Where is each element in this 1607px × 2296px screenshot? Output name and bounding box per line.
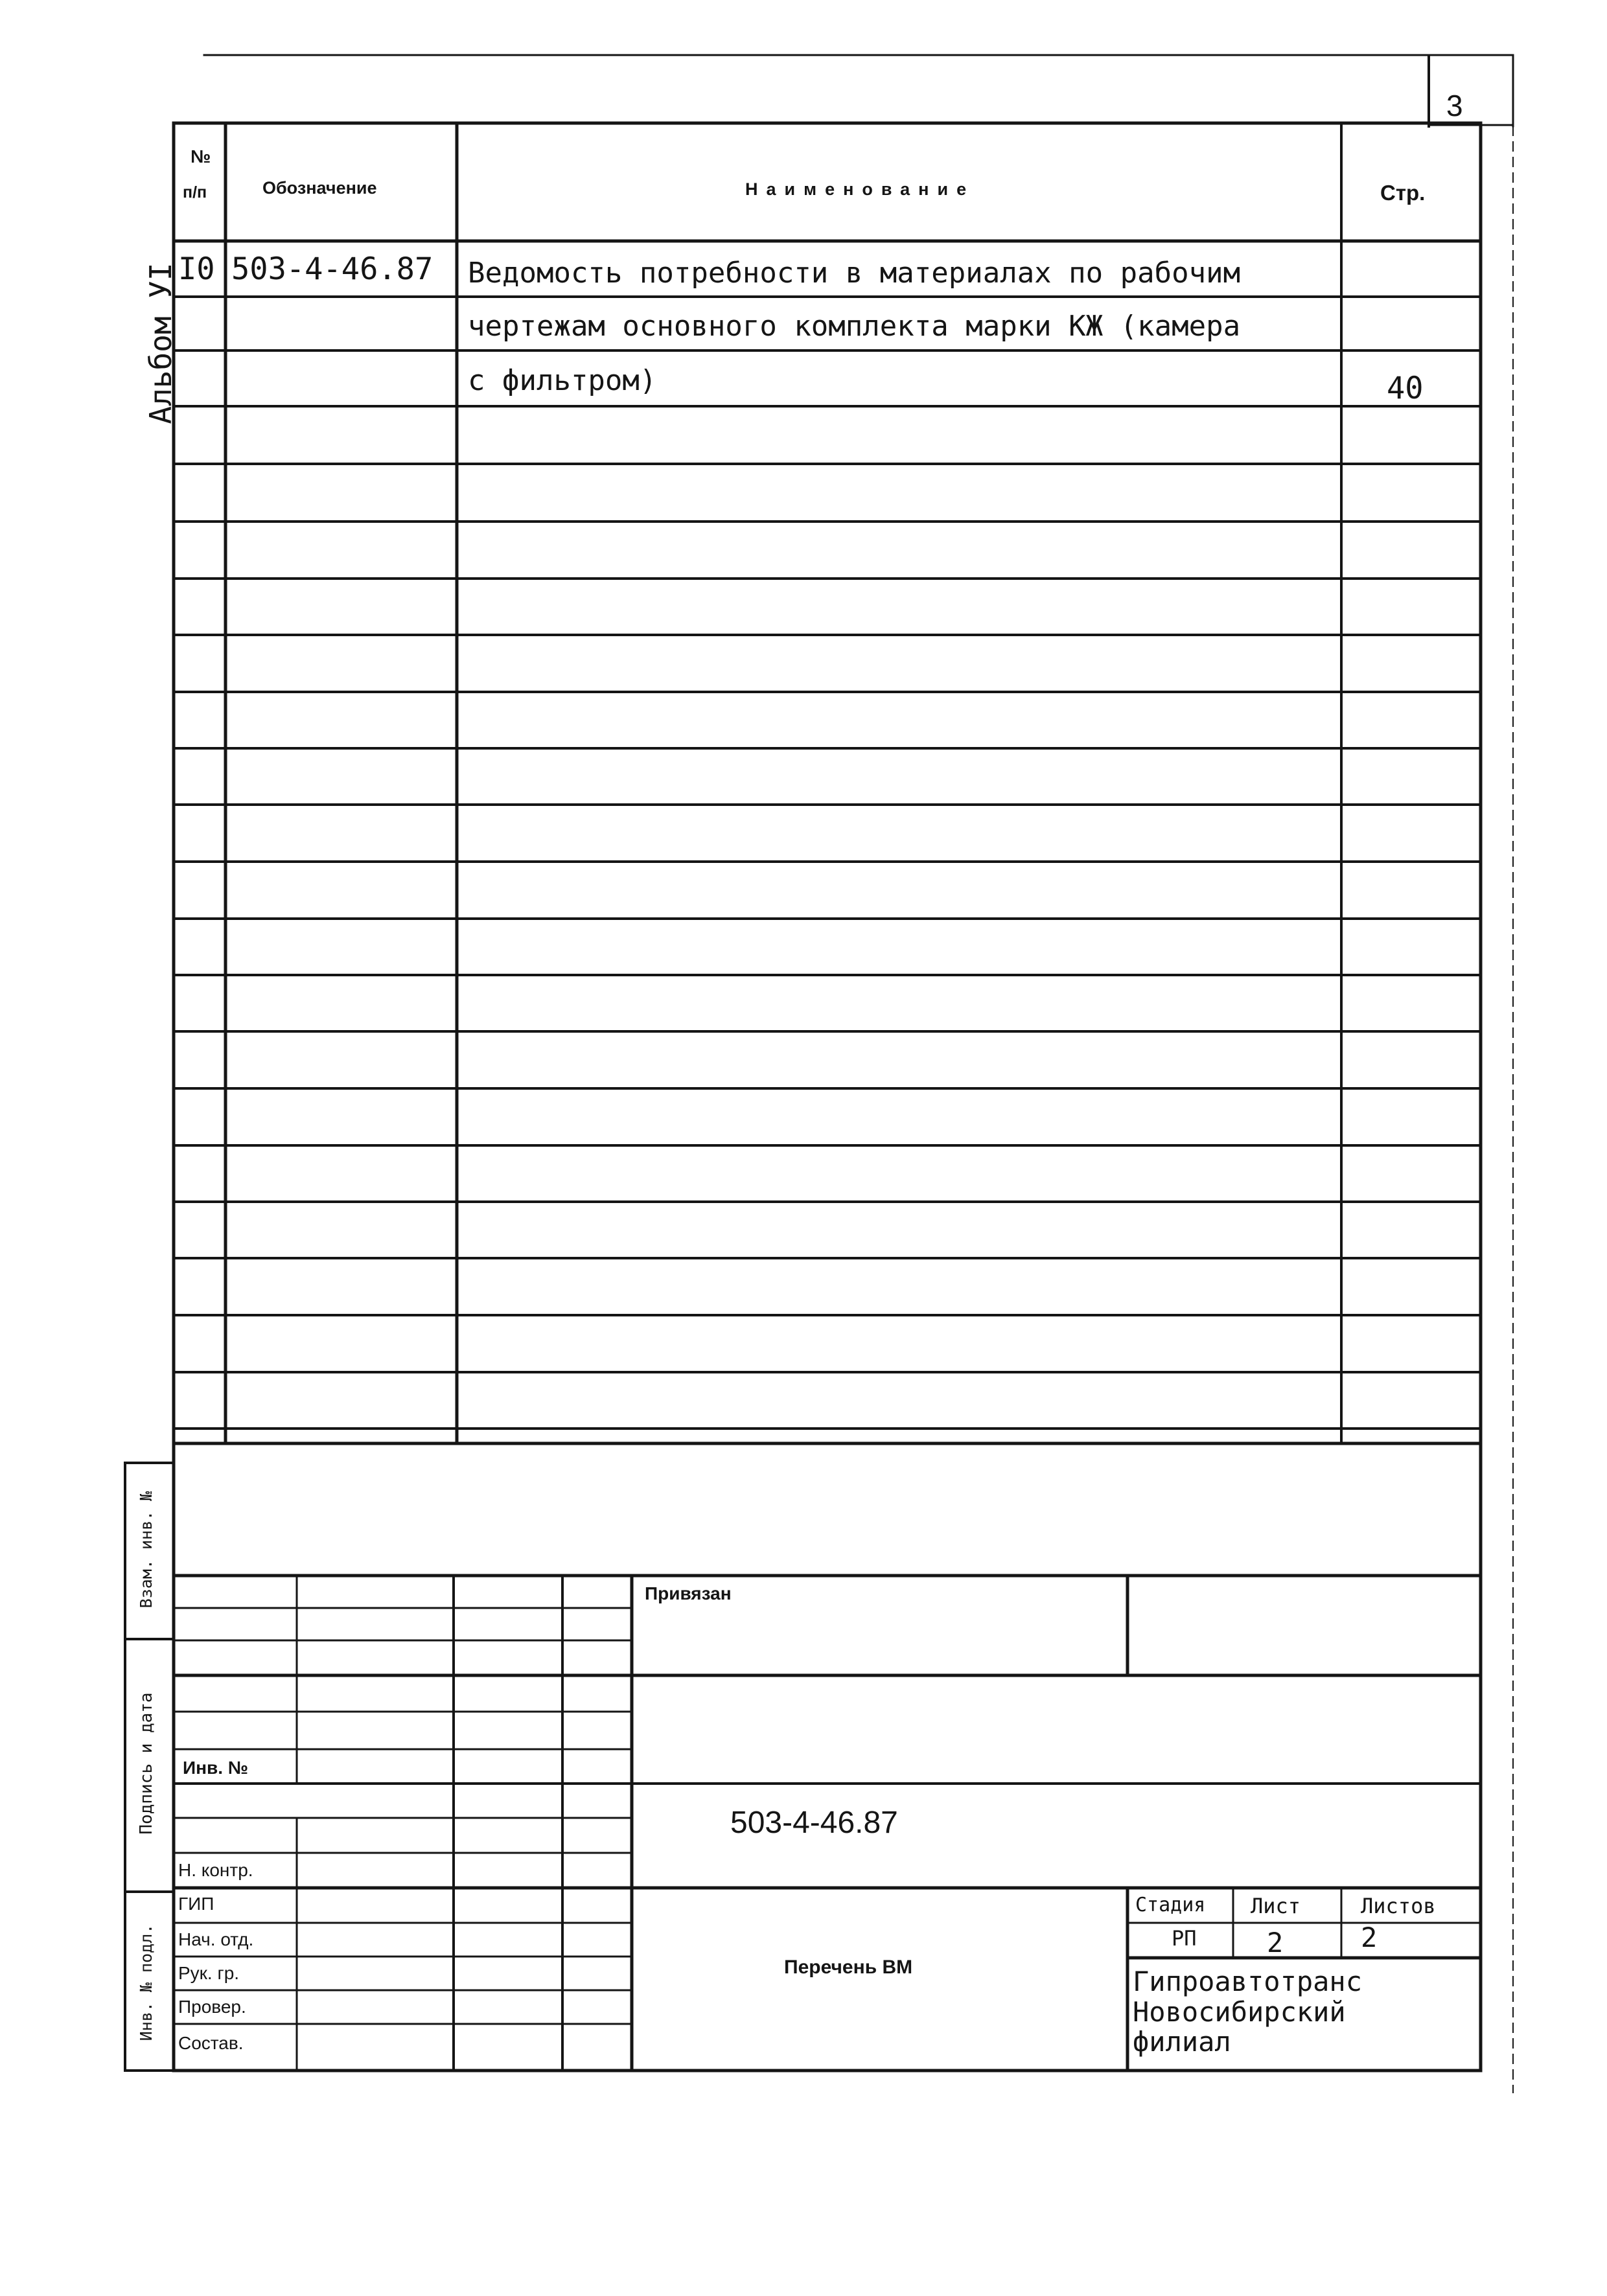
page-number: 3	[1446, 89, 1463, 122]
privyazan-label: Привязан	[645, 1583, 732, 1603]
role-sostav: Состав.	[178, 2033, 244, 2053]
role-ruk-gr: Рук. гр.	[178, 1963, 240, 1983]
header-num-pp: п/п	[183, 183, 207, 201]
album-label: Альбом УI	[143, 262, 178, 424]
sheet-header: Лист	[1251, 1894, 1301, 1918]
role-gip: ГИП	[178, 1894, 214, 1914]
table-row-3-name: с фильтром)	[468, 364, 657, 397]
margin-label-podpis-data: Подпись и дата	[137, 1692, 156, 1835]
organization-line-1: Гипроавтотранс	[1133, 1966, 1363, 1997]
table-row-1-name: Ведомость потребности в материалах по рабочим	[468, 257, 1241, 290]
role-n-kontr: Н. контр.	[178, 1860, 253, 1880]
table-row-1-designation: 503-4-46.87	[231, 251, 434, 287]
sheets-value: 2	[1361, 1922, 1378, 1953]
sheet-value: 2	[1267, 1927, 1284, 1958]
sheets-header: Листов	[1361, 1894, 1436, 1918]
document-code: 503-4-46.87	[730, 1806, 898, 1840]
table-row-1-num: I0	[178, 251, 215, 287]
table-row-2-name: чертежам основного комплекта марки КЖ (камера	[468, 310, 1241, 343]
organization-line-2: Новосибирский	[1133, 1996, 1346, 2028]
stage-header: Стадия	[1135, 1894, 1206, 1916]
table-row-3-page: 40	[1387, 371, 1424, 406]
header-num-symbol: №	[191, 146, 211, 166]
header-name: Наименование	[745, 179, 975, 199]
role-nach-otd: Нач. отд.	[178, 1929, 254, 1949]
margin-label-inv-podl: Инв. № подл.	[137, 1923, 156, 2041]
organization-line-3: филиал	[1133, 2026, 1231, 2058]
inv-no-label: Инв. №	[183, 1758, 249, 1778]
role-prover: Провер.	[178, 1997, 246, 2017]
header-page: Стр.	[1380, 181, 1426, 205]
stage-value: РП	[1172, 1926, 1197, 1951]
margin-label-vzam-inv: Взам. инв. №	[137, 1491, 156, 1609]
header-designation: Обозначение	[262, 178, 377, 198]
document-title: Перечень ВМ	[784, 1957, 913, 1978]
